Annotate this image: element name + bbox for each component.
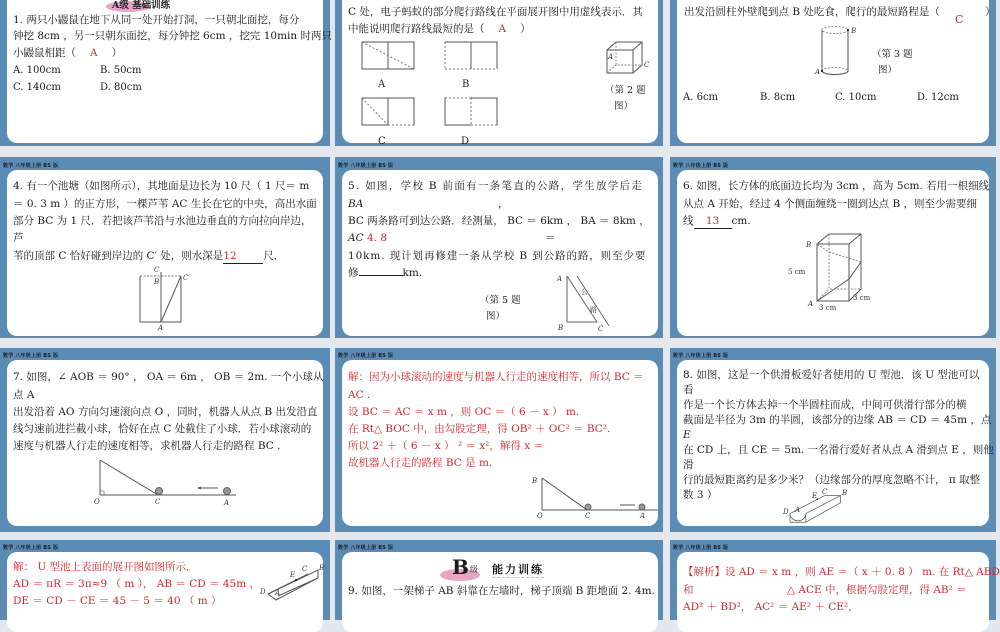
net-figure-d	[445, 98, 505, 128]
pond-figure	[140, 266, 200, 332]
solution-line: DE ＝ CD － CE ＝ 45 － 5 ＝ 40 （ m ）	[13, 595, 222, 607]
paren: ）	[520, 23, 531, 35]
answer: 4. 8	[366, 232, 388, 244]
question-line: 10km. 现计划再修建一条从学校 B 到公路的路，则至少要	[348, 250, 647, 262]
cylinder-figure	[815, 26, 870, 76]
slide-header: 数学 八年级上册 BS 版	[3, 353, 59, 359]
figure-caption: 图）	[614, 101, 634, 112]
figure-caption: 图）	[878, 65, 898, 76]
point-a-label: A	[608, 53, 614, 61]
option-d: D. 80cm	[100, 82, 142, 93]
solution-line: 和 △ ACE 中，根据勾股定理，得 AB² ＝	[683, 584, 967, 596]
question-line: 出发沿着 AO 方向匀速滚向点 O ，同时，机器人从点 B 出发沿直	[13, 406, 318, 418]
question-text: ，	[498, 198, 509, 210]
choice-label-c: C	[378, 136, 386, 147]
u-pool-figure	[783, 488, 850, 526]
net-figure-c	[362, 98, 422, 128]
question-line: 6. 如图，长方体的底面边长均为 3cm ，高为 5cm. 若用一根细线	[683, 180, 990, 192]
solution-line: 解： U 型池上表面的展开图如图所示．	[13, 561, 197, 573]
question-line: 在 CD 上，且 CE ＝ 5m. 一名滑行爱好者从点 A 滑到点 E ，则他	[683, 444, 994, 456]
question-line	[348, 231, 387, 245]
figure-caption: 图）	[486, 311, 506, 322]
point-label: A	[224, 499, 230, 507]
question-line: 滑	[683, 459, 694, 471]
choice-label-a: A	[378, 79, 386, 90]
question-line: 9. 如图，一架梯子 AB 斜靠在左墙时，梯子顶端 B 距地面 2. 4m.	[348, 585, 655, 597]
point-label: B	[842, 489, 848, 497]
point-label: O	[94, 498, 100, 506]
point-label: A	[275, 589, 281, 597]
point-label: C	[155, 498, 161, 506]
slide-header: 数学 八年级上册 BS 版	[338, 163, 394, 169]
question-text: km.	[402, 267, 423, 279]
question-line: 钟挖 8cm ，另一只朝东面挖，每分钟挖 6cm ，挖完 10min 时两只	[13, 30, 332, 42]
point-label: O	[537, 512, 543, 520]
option-a: A. 6cm	[683, 92, 719, 103]
question-line: 7. 如图，∠ AOB ＝ 90° ， OA ＝ 6m ， OB ＝ 2m. 一个小球从	[13, 371, 324, 383]
question-text: cm.	[731, 215, 751, 227]
answer: A	[498, 23, 507, 35]
question-line	[684, 5, 940, 19]
point-label: A	[640, 512, 646, 520]
point-label: B	[154, 278, 160, 286]
question-line: 点 A	[13, 389, 35, 401]
point-label: A	[808, 300, 814, 308]
question-text: 出发沿圆柱外壁爬到点 B 处吃食，爬行的最短路程是（	[684, 6, 940, 18]
slide-header: 数学 八年级上册 BS 版	[673, 163, 729, 169]
question-line: 线匀速前进拦截小球，恰好在点 C 处截住了小球．若小球滚动的	[13, 423, 312, 435]
point-label: C	[154, 266, 160, 274]
question-line: 5. 如图，学校 B 前面有一条笔直的公路，学生放学后走	[348, 180, 644, 192]
paren: ）	[111, 47, 123, 59]
option-b: B. 8cm	[760, 92, 796, 103]
solution-line: 故机器人行走的路程 BC 是 m.	[348, 457, 493, 469]
point-b-label: B	[851, 27, 857, 35]
badge-letter: B	[452, 555, 469, 579]
question-line: 1. 两只小鼹鼠在地下从同一处开始打洞，一只朝北面挖，每分	[13, 14, 300, 26]
point-label: B	[558, 324, 564, 332]
point-label: A	[557, 275, 563, 283]
ball-robot-figure	[532, 477, 660, 520]
badge-level: 级	[470, 565, 478, 574]
question-line: 截面是半径为 3m 的半圆，该部分的边缘 AB ＝ CD ＝ 45m ，点	[683, 414, 992, 426]
net-figure-b	[445, 42, 505, 72]
point-label: A	[158, 324, 164, 332]
point-label: C	[822, 488, 828, 496]
solution-line: 设 BC ＝ AC ＝ x m ，则 OC ＝（ 6 － x ） m.	[348, 406, 580, 418]
road-label: 公	[581, 288, 588, 296]
question-line	[348, 22, 531, 36]
question-line: 行的最短距离约是多少米？（边缘部分的厚度忽略不计， π 取整	[683, 474, 981, 486]
road-label: 路	[590, 306, 597, 314]
question-text: 修	[348, 267, 359, 279]
question-line: E	[683, 429, 691, 441]
option-a: A. 100cm	[13, 65, 61, 76]
slide-header: 数学 八年级上册 BS 版	[3, 545, 59, 551]
question-text: AC	[348, 232, 364, 244]
question-line: BA	[348, 198, 364, 210]
question-text: 小鼹鼠相距（	[13, 47, 76, 59]
option-d: D. 12cm	[917, 92, 959, 103]
solution-line: AD² ＋ BD²， AC² ＝ AE² ＋ CE²，	[683, 601, 859, 613]
question-line: 芦	[13, 232, 24, 244]
option-b: B. 50cm	[100, 65, 142, 76]
dimension-label: 3 cm	[853, 294, 871, 302]
cube-figure	[607, 42, 650, 74]
question-line	[13, 249, 284, 264]
dimension-label: 3 cm	[819, 304, 837, 312]
answer-blank: 13	[694, 214, 732, 229]
choice-label-d: D	[461, 136, 470, 147]
point-label: D	[260, 588, 266, 596]
option-c: C. 10cm	[835, 92, 877, 103]
point-label: C	[598, 325, 604, 333]
question-line	[13, 46, 122, 60]
question-line: 4. 有一个池塘（如图所示），其地面是边长为 10 尺（ 1 尺＝ m	[13, 180, 310, 192]
point-label: E	[290, 571, 296, 579]
answer: C	[955, 13, 964, 26]
figure-caption: （第 5 题	[480, 295, 521, 306]
choice-label-b: B	[462, 79, 470, 90]
section-badge: A级 基础训练	[112, 0, 171, 11]
question-text: ＝	[545, 232, 556, 244]
point-label: C	[585, 512, 591, 520]
solution-line: AC .	[348, 389, 371, 401]
solution-line: 在 Rt△ BOC 中，由勾股定理，得 OB² ＋ OC² ＝ BC².	[348, 423, 611, 435]
question-line: BC 两条路可到达公路．经测量， BC ＝ 6km ， BA ＝ 8km ，	[348, 215, 650, 227]
question-line	[683, 214, 751, 229]
figure-caption: （第 3 题	[872, 49, 913, 60]
answer: A	[90, 47, 98, 59]
point-label: C	[302, 565, 308, 573]
section-badge	[440, 557, 550, 581]
ball-robot-figure	[94, 460, 238, 507]
point-a-label: A	[815, 68, 821, 76]
question-text: 尺．	[263, 250, 285, 262]
question-line: ＝ 0. 3 m ）的正方形，一棵芦苇 AC 生长在它的中央，高出水面	[13, 198, 317, 210]
slide-header: 数学 八年级上册 BS 版	[338, 545, 394, 551]
figure-caption: （第 2 题	[605, 85, 646, 96]
point-label: A	[795, 506, 801, 514]
option-c: C. 140cm	[13, 82, 61, 93]
question-line	[348, 266, 422, 280]
slide-header: 数学 八年级上册 BS 版	[673, 353, 729, 359]
paren: ）	[985, 6, 996, 18]
solution-line: 解：因为小球滚动的速度与机器人行走的速度相等，所以 BC ＝	[348, 371, 644, 383]
question-line: 从点 A 开始，经过 4 个侧面缠绕一圈到达点 B ，则至少需要细	[683, 198, 978, 210]
question-line: 部分 BC 为 1 尺．若把该芦苇沿与水池边垂直的方向拉向岸边，	[13, 215, 312, 227]
question-text: 线	[683, 215, 694, 227]
question-line: C 处，电子蚂蚁的部分爬行路线在平面展开图中用虚线表示．其	[348, 6, 643, 18]
point-label: B	[532, 477, 538, 485]
point-c-label: C	[644, 61, 650, 69]
point-label: D	[783, 508, 789, 516]
dimension-label: 5 cm	[788, 268, 806, 276]
unfolded-pool-figure	[260, 564, 325, 606]
question-line: 看	[683, 384, 694, 396]
cuboid-figure	[788, 234, 871, 312]
solution-line: AD ＝ πR ＝ 3π≈9 （ m ）， AB ＝ CD ＝ 45m ，	[13, 578, 261, 590]
answer-blank: 12	[223, 249, 263, 264]
slide-header: 数学 八年级上册 BS 版	[338, 353, 394, 359]
question-text: 苇的顶部 C 恰好碰到岸边的 C′ 处，则水深是	[13, 250, 224, 262]
question-line: 8. 如图，这是一个供滑板爱好者使用的 U 型池．该 U 型池可以	[683, 369, 980, 381]
point-label: E	[812, 492, 818, 500]
point-label: B	[319, 564, 325, 572]
slide-header: 数学 八年级上册 BS 版	[3, 163, 59, 169]
solution-line: 所以 2² ＋（ 6 － x ） ² ＝ x²，解得 x ＝	[348, 440, 544, 452]
point-label: C′	[183, 274, 190, 282]
slide-header: 数学 八年级上册 BS 版	[673, 545, 729, 551]
solution-line: 【解析】设 AD ＝ x m ，则 AE ＝（ x ＋ 0. 8 ） m. 在 Rt△ ABD	[683, 566, 1000, 578]
road-figure	[557, 275, 615, 333]
question-line: 速度与机器人行走的速度相等，求机器人行走的路程 BC .	[13, 440, 281, 452]
badge-name: 能力训练	[492, 563, 544, 576]
net-figure-a	[362, 42, 422, 72]
question-line: 作是一个长方体去掉一个半圆柱而成，中间可供滑行部分的横	[683, 399, 967, 411]
question-line: 数 3 ）	[683, 489, 718, 501]
point-label: B	[806, 241, 812, 249]
question-text: 中能说明爬行路线最短的是（	[348, 23, 485, 35]
